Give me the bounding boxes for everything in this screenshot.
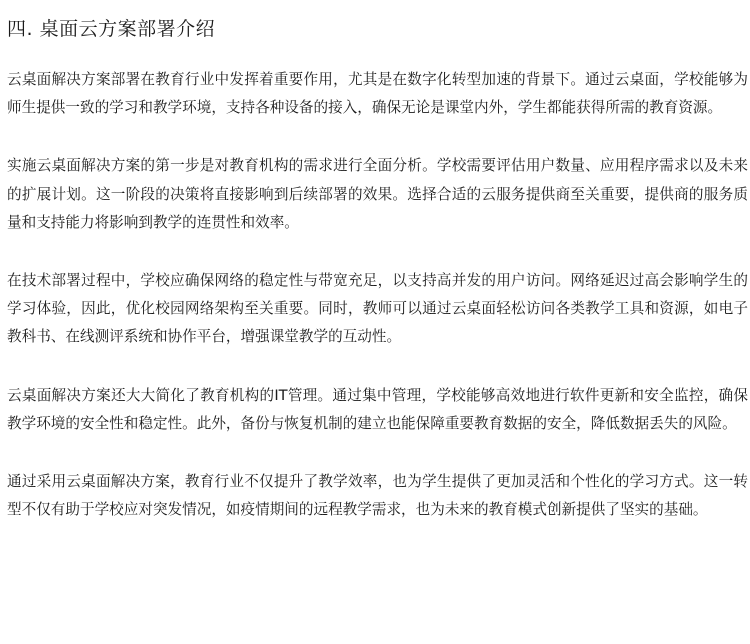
paragraph-conclusion: 通过采用云桌面解决方案，教育行业不仅提升了教学效率，也为学生提供了更加灵活和个性化的学习方式。这一转型不仅有助于学校应对突发情况，如疫情期间的远程教学需求，也为未来的教育模式创新提供了坚实的基础。 xyxy=(7,473,748,519)
section-title: 四. 桌面云方案部署介绍 xyxy=(7,18,216,40)
paragraph-it-management: 云桌面解决方案还大大简化了教育机构的IT管理。通过集中管理，学校能够高效地进行软件更新和安全监控，确保教学环境的安全性和稳定性。此外，备份与恢复机制的建立也能保障重要教育数据的安全，降低数据丢失的风险。 xyxy=(7,386,748,432)
paragraph-needs-analysis: 实施云桌面解决方案的第一步是对教育机构的需求进行全面分析。学校需要评估用户数量、应用程序需求以及未来的扩展计划。这一阶段的决策将直接影响到后续部署的效果。选择合适的云服务提供商至关重要，提供商的服务质量和支持能力将影响到教学的连贯性和效率。 xyxy=(7,157,748,231)
paragraph-technical-deployment: 在技术部署过程中，学校应确保网络的稳定性与带宽充足，以支持高并发的用户访问。网络延迟过高会影响学生的学习体验，因此，优化校园网络架构至关重要。同时，教师可以通过云桌面轻松访问各类教学工具和资源，如电子教科书、在线测评系统和协作平台，增强课堂教学的互动性。 xyxy=(7,272,748,346)
paragraph-overview: 云桌面解决方案部署在教育行业中发挥着重要作用，尤其是在数字化转型加速的背景下。通过云桌面，学校能够为师生提供一致的学习和教学环境，支持各种设备的接入，确保无论是课堂内外，学生都能获得所需的教育资源。 xyxy=(7,71,748,117)
